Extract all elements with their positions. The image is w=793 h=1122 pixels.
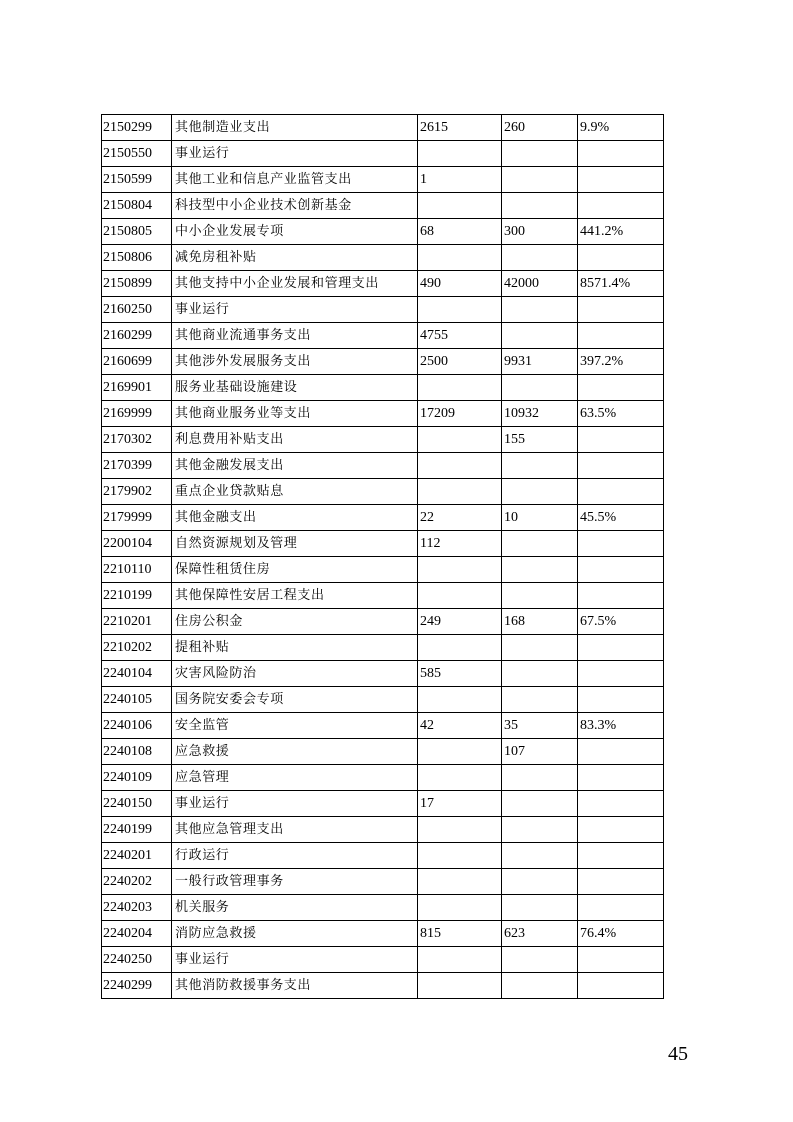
subject-code-cell: 2240250 xyxy=(102,947,172,973)
prior-amount-cell xyxy=(418,739,502,765)
ratio-cell xyxy=(578,765,664,791)
prior-amount-cell: 22 xyxy=(418,505,502,531)
ratio-cell: 63.5% xyxy=(578,401,664,427)
prior-amount-cell: 4755 xyxy=(418,323,502,349)
current-amount-cell xyxy=(502,661,578,687)
subject-code-cell: 2240199 xyxy=(102,817,172,843)
current-amount-cell xyxy=(502,297,578,323)
prior-amount-cell xyxy=(418,141,502,167)
current-amount-cell: 623 xyxy=(502,921,578,947)
subject-name-cell: 灾害风险防治 xyxy=(172,661,418,687)
ratio-cell xyxy=(578,453,664,479)
current-amount-cell xyxy=(502,765,578,791)
subject-code-cell: 2240109 xyxy=(102,765,172,791)
subject-code-cell: 2150599 xyxy=(102,167,172,193)
subject-name-cell: 国务院安委会专项 xyxy=(172,687,418,713)
table-row xyxy=(102,427,664,453)
subject-name-cell: 消防应急救援 xyxy=(172,921,418,947)
ratio-cell: 8571.4% xyxy=(578,271,664,297)
table-row xyxy=(102,609,664,635)
current-amount-cell: 35 xyxy=(502,713,578,739)
ratio-cell xyxy=(578,817,664,843)
subject-code-cell: 2179902 xyxy=(102,479,172,505)
table-row xyxy=(102,531,664,557)
table-row xyxy=(102,869,664,895)
prior-amount-cell xyxy=(418,817,502,843)
ratio-cell: 76.4% xyxy=(578,921,664,947)
subject-name-cell: 其他应急管理支出 xyxy=(172,817,418,843)
table-row xyxy=(102,375,664,401)
subject-code-cell: 2170399 xyxy=(102,453,172,479)
subject-name-cell: 其他商业流通事务支出 xyxy=(172,323,418,349)
current-amount-cell xyxy=(502,323,578,349)
table-row xyxy=(102,141,664,167)
ratio-cell xyxy=(578,687,664,713)
subject-code-cell: 2150806 xyxy=(102,245,172,271)
subject-name-cell: 机关服务 xyxy=(172,895,418,921)
table-row xyxy=(102,557,664,583)
ratio-cell xyxy=(578,635,664,661)
subject-code-cell: 2150804 xyxy=(102,193,172,219)
current-amount-cell xyxy=(502,687,578,713)
prior-amount-cell xyxy=(418,687,502,713)
subject-code-cell: 2210110 xyxy=(102,557,172,583)
subject-code-cell: 2179999 xyxy=(102,505,172,531)
page-number: 45 xyxy=(668,1043,688,1065)
subject-code-cell: 2210199 xyxy=(102,583,172,609)
subject-code-cell: 2240105 xyxy=(102,687,172,713)
ratio-cell xyxy=(578,297,664,323)
current-amount-cell xyxy=(502,635,578,661)
prior-amount-cell: 112 xyxy=(418,531,502,557)
subject-code-cell: 2210201 xyxy=(102,609,172,635)
prior-amount-cell xyxy=(418,869,502,895)
prior-amount-cell: 1 xyxy=(418,167,502,193)
current-amount-cell xyxy=(502,973,578,999)
subject-code-cell: 2240104 xyxy=(102,661,172,687)
subject-name-cell: 自然资源规划及管理 xyxy=(172,531,418,557)
ratio-cell xyxy=(578,141,664,167)
subject-code-cell: 2240203 xyxy=(102,895,172,921)
subject-code-cell: 2240150 xyxy=(102,791,172,817)
ratio-cell xyxy=(578,869,664,895)
ratio-cell xyxy=(578,245,664,271)
current-amount-cell: 155 xyxy=(502,427,578,453)
prior-amount-cell: 68 xyxy=(418,219,502,245)
current-amount-cell xyxy=(502,843,578,869)
current-amount-cell: 300 xyxy=(502,219,578,245)
current-amount-cell xyxy=(502,479,578,505)
ratio-cell: 9.9% xyxy=(578,115,664,141)
prior-amount-cell xyxy=(418,583,502,609)
subject-name-cell: 事业运行 xyxy=(172,947,418,973)
ratio-cell: 67.5% xyxy=(578,609,664,635)
subject-name-cell: 应急管理 xyxy=(172,765,418,791)
subject-name-cell: 减免房租补贴 xyxy=(172,245,418,271)
table-row xyxy=(102,791,664,817)
current-amount-cell xyxy=(502,895,578,921)
prior-amount-cell xyxy=(418,453,502,479)
table-row xyxy=(102,921,664,947)
prior-amount-cell: 815 xyxy=(418,921,502,947)
prior-amount-cell: 2615 xyxy=(418,115,502,141)
ratio-cell: 83.3% xyxy=(578,713,664,739)
subject-name-cell: 重点企业贷款贴息 xyxy=(172,479,418,505)
prior-amount-cell xyxy=(418,843,502,869)
subject-code-cell: 2200104 xyxy=(102,531,172,557)
subject-name-cell: 住房公积金 xyxy=(172,609,418,635)
current-amount-cell xyxy=(502,583,578,609)
table-row xyxy=(102,817,664,843)
table-row xyxy=(102,687,664,713)
subject-name-cell: 其他支持中小企业发展和管理支出 xyxy=(172,271,418,297)
current-amount-cell xyxy=(502,817,578,843)
current-amount-cell xyxy=(502,531,578,557)
subject-name-cell: 保障性租赁住房 xyxy=(172,557,418,583)
subject-name-cell: 应急救援 xyxy=(172,739,418,765)
budget-table xyxy=(101,114,664,999)
table-row xyxy=(102,765,664,791)
subject-code-cell: 2240201 xyxy=(102,843,172,869)
table-row xyxy=(102,271,664,297)
table-row xyxy=(102,115,664,141)
ratio-cell: 441.2% xyxy=(578,219,664,245)
prior-amount-cell: 2500 xyxy=(418,349,502,375)
prior-amount-cell xyxy=(418,245,502,271)
subject-code-cell: 2240108 xyxy=(102,739,172,765)
table-row xyxy=(102,635,664,661)
ratio-cell xyxy=(578,167,664,193)
ratio-cell xyxy=(578,557,664,583)
table-row xyxy=(102,583,664,609)
ratio-cell xyxy=(578,427,664,453)
current-amount-cell: 42000 xyxy=(502,271,578,297)
current-amount-cell xyxy=(502,869,578,895)
current-amount-cell xyxy=(502,557,578,583)
ratio-cell xyxy=(578,661,664,687)
subject-name-cell: 其他制造业支出 xyxy=(172,115,418,141)
prior-amount-cell: 585 xyxy=(418,661,502,687)
table-row xyxy=(102,323,664,349)
current-amount-cell xyxy=(502,375,578,401)
subject-name-cell: 安全监管 xyxy=(172,713,418,739)
ratio-cell xyxy=(578,479,664,505)
subject-code-cell: 2160250 xyxy=(102,297,172,323)
subject-code-cell: 2160699 xyxy=(102,349,172,375)
ratio-cell xyxy=(578,375,664,401)
subject-code-cell: 2150550 xyxy=(102,141,172,167)
subject-name-cell: 一般行政管理事务 xyxy=(172,869,418,895)
ratio-cell xyxy=(578,739,664,765)
subject-name-cell: 其他消防救援事务支出 xyxy=(172,973,418,999)
prior-amount-cell xyxy=(418,947,502,973)
subject-code-cell: 2240204 xyxy=(102,921,172,947)
subject-code-cell: 2240106 xyxy=(102,713,172,739)
subject-code-cell: 2170302 xyxy=(102,427,172,453)
prior-amount-cell xyxy=(418,479,502,505)
ratio-cell xyxy=(578,583,664,609)
table-row xyxy=(102,505,664,531)
table-row xyxy=(102,713,664,739)
ratio-cell xyxy=(578,895,664,921)
current-amount-cell: 9931 xyxy=(502,349,578,375)
current-amount-cell: 10 xyxy=(502,505,578,531)
prior-amount-cell xyxy=(418,375,502,401)
ratio-cell xyxy=(578,947,664,973)
prior-amount-cell: 17 xyxy=(418,791,502,817)
prior-amount-cell xyxy=(418,427,502,453)
current-amount-cell: 10932 xyxy=(502,401,578,427)
current-amount-cell xyxy=(502,193,578,219)
subject-name-cell: 其他涉外发展服务支出 xyxy=(172,349,418,375)
ratio-cell xyxy=(578,193,664,219)
current-amount-cell xyxy=(502,947,578,973)
table-row xyxy=(102,661,664,687)
subject-code-cell: 2169901 xyxy=(102,375,172,401)
subject-name-cell: 其他商业服务业等支出 xyxy=(172,401,418,427)
table-row xyxy=(102,973,664,999)
subject-code-cell: 2169999 xyxy=(102,401,172,427)
current-amount-cell xyxy=(502,245,578,271)
prior-amount-cell xyxy=(418,895,502,921)
subject-name-cell: 事业运行 xyxy=(172,141,418,167)
ratio-cell xyxy=(578,323,664,349)
table-row xyxy=(102,895,664,921)
subject-name-cell: 科技型中小企业技术创新基金 xyxy=(172,193,418,219)
table-row xyxy=(102,401,664,427)
subject-code-cell: 2150899 xyxy=(102,271,172,297)
ratio-cell xyxy=(578,531,664,557)
prior-amount-cell xyxy=(418,297,502,323)
subject-name-cell: 其他保障性安居工程支出 xyxy=(172,583,418,609)
table-row xyxy=(102,739,664,765)
table-row xyxy=(102,297,664,323)
table-row xyxy=(102,349,664,375)
current-amount-cell: 168 xyxy=(502,609,578,635)
table-body xyxy=(102,115,664,999)
prior-amount-cell: 42 xyxy=(418,713,502,739)
ratio-cell xyxy=(578,973,664,999)
ratio-cell: 45.5% xyxy=(578,505,664,531)
current-amount-cell: 260 xyxy=(502,115,578,141)
current-amount-cell xyxy=(502,167,578,193)
table-row xyxy=(102,843,664,869)
ratio-cell: 397.2% xyxy=(578,349,664,375)
subject-name-cell: 事业运行 xyxy=(172,297,418,323)
table-row xyxy=(102,453,664,479)
subject-code-cell: 2150299 xyxy=(102,115,172,141)
prior-amount-cell xyxy=(418,557,502,583)
prior-amount-cell xyxy=(418,193,502,219)
subject-name-cell: 行政运行 xyxy=(172,843,418,869)
subject-name-cell: 其他工业和信息产业监管支出 xyxy=(172,167,418,193)
table-row xyxy=(102,479,664,505)
subject-name-cell: 利息费用补贴支出 xyxy=(172,427,418,453)
subject-name-cell: 中小企业发展专项 xyxy=(172,219,418,245)
table-row xyxy=(102,947,664,973)
subject-name-cell: 服务业基础设施建设 xyxy=(172,375,418,401)
current-amount-cell xyxy=(502,791,578,817)
prior-amount-cell: 490 xyxy=(418,271,502,297)
prior-amount-cell xyxy=(418,635,502,661)
subject-code-cell: 2150805 xyxy=(102,219,172,245)
ratio-cell xyxy=(578,843,664,869)
subject-name-cell: 其他金融支出 xyxy=(172,505,418,531)
current-amount-cell xyxy=(502,141,578,167)
subject-name-cell: 提租补贴 xyxy=(172,635,418,661)
current-amount-cell xyxy=(502,453,578,479)
subject-name-cell: 其他金融发展支出 xyxy=(172,453,418,479)
subject-name-cell: 事业运行 xyxy=(172,791,418,817)
table-row xyxy=(102,245,664,271)
table-row xyxy=(102,193,664,219)
subject-code-cell: 2240299 xyxy=(102,973,172,999)
subject-code-cell: 2210202 xyxy=(102,635,172,661)
prior-amount-cell xyxy=(418,973,502,999)
subject-code-cell: 2240202 xyxy=(102,869,172,895)
prior-amount-cell xyxy=(418,765,502,791)
table-row xyxy=(102,167,664,193)
current-amount-cell: 107 xyxy=(502,739,578,765)
ratio-cell xyxy=(578,791,664,817)
prior-amount-cell: 249 xyxy=(418,609,502,635)
subject-code-cell: 2160299 xyxy=(102,323,172,349)
table-row xyxy=(102,219,664,245)
prior-amount-cell: 17209 xyxy=(418,401,502,427)
